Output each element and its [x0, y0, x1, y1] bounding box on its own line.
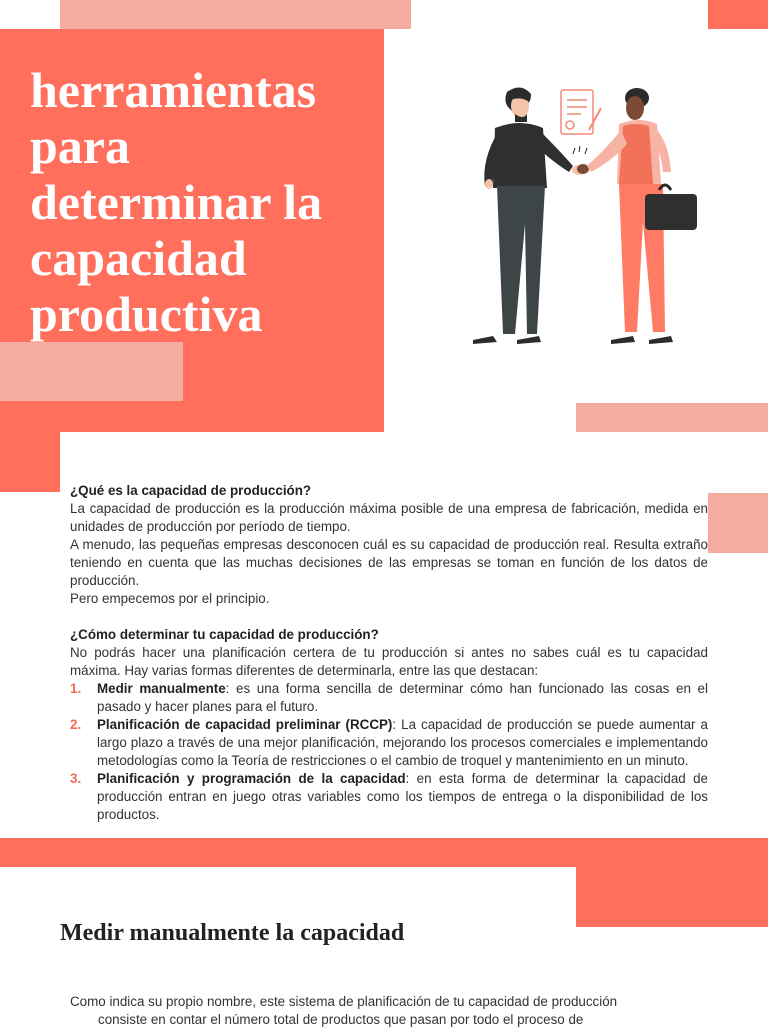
paragraph: Pero empecemos por el principio.	[70, 591, 270, 606]
handshake-illustration	[455, 78, 705, 363]
page-title	[30, 62, 380, 342]
contract-document-icon	[561, 90, 601, 134]
list-item	[70, 716, 708, 770]
title-line: productiva	[30, 286, 263, 342]
top-right-coral-block	[708, 0, 768, 29]
list-item-text: : en esta forma de determinar la capacidad de producción entran en juego otras variables como los tiempos de entrega o la disponibilidad de los productos.	[97, 771, 708, 822]
left-coral-square	[0, 432, 60, 492]
list-item-text: : La capacidad de producción se puede aumentar a largo plazo a través de una mejor planificación, mejorando los procesos comerciales e implementando metodologías como la Teoría de restricciones o el cambio de troquel y mantenimiento en un minuto.	[97, 717, 708, 768]
businessman-right	[587, 88, 697, 344]
handshake-hands	[572, 146, 589, 175]
title-line: determinar la	[30, 174, 323, 230]
title-line: capacidad	[30, 230, 247, 286]
divider-coral-band	[0, 838, 768, 867]
list-item-text: : es una forma sencilla de determinar cómo han funcionado las cosas en el pasado y hacer planes para el futuro.	[97, 681, 708, 714]
paragraph: A menudo, las pequeñas empresas desconocen cuál es su capacidad de producción real. Resulta extraño teniendo en cuenta que las muchas decisiones de las empresas se toman en función de los datos de producción.	[70, 537, 708, 588]
article-body	[70, 482, 708, 824]
list-item	[70, 770, 708, 824]
question-heading: ¿Qué es la capacidad de producción?	[70, 483, 312, 498]
paragraph: La capacidad de producción es la producción máxima posible de una empresa de fabricación, medida en unidades de producción por período de tiempo.	[70, 501, 708, 534]
question-heading: ¿Cómo determinar tu capacidad de producción?	[70, 627, 379, 642]
methods-list	[70, 680, 708, 824]
list-item	[70, 680, 708, 716]
businessman-left	[473, 87, 573, 344]
list-number: 2.	[70, 717, 82, 732]
title-line: herramientas	[30, 62, 317, 118]
paragraph-line: Como indica su propio nombre, este sistema de planificación de tu capacidad de producción	[70, 994, 618, 1009]
list-item-title: Planificación y programación de la capacidad	[97, 771, 406, 786]
list-item-title: Medir manualmente	[97, 681, 226, 696]
right-salmon-bar	[576, 403, 768, 432]
section-heading: Medir manualmente la capacidad	[60, 920, 405, 946]
top-salmon-bar	[60, 0, 411, 29]
list-number: 1.	[70, 681, 82, 696]
paragraph: No podrás hacer una planificación certera de tu producción si antes no sabes cuál es tu capacidad máxima. Hay varias formas diferentes de determinarla, entre las que destacan:	[70, 645, 708, 678]
list-item-title: Planificación de capacidad preliminar (RCCP)	[97, 717, 393, 732]
list-number: 3.	[70, 771, 82, 786]
paragraph-line: consiste en contar el número total de productos que pasan por todo el proceso de	[98, 1012, 584, 1027]
hero-salmon-bar	[0, 342, 183, 401]
right-coral-block	[576, 867, 768, 927]
title-line: para	[30, 118, 130, 174]
right-salmon-square	[708, 493, 768, 553]
